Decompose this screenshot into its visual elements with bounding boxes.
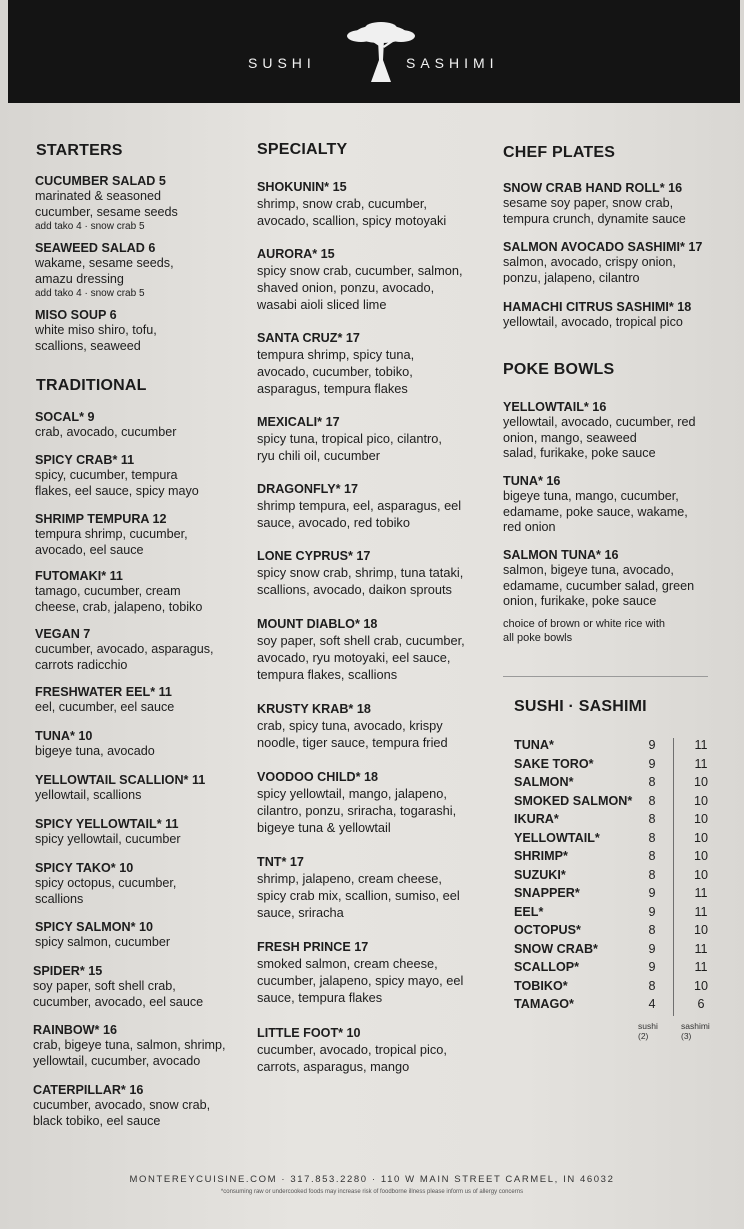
fish-name: SNOW CRAB* <box>514 941 598 956</box>
price-row <box>514 923 714 942</box>
menu-item: SNOW CRAB HAND ROLL* 16 sesame soy paper, snow crab, tempura crunch, dynamite sauce <box>503 181 686 226</box>
price-row <box>514 812 714 831</box>
sashimi-price: 10 <box>693 923 708 937</box>
menu-item: VEGAN 7 cucumber, avocado, asparagus, carrots radicchio <box>35 627 214 672</box>
menu-item: SOCAL* 9 crab, avocado, cucumber <box>35 410 177 439</box>
sashimi-price: 6 <box>697 997 705 1011</box>
section-title-chef-plates: CHEF PLATES <box>503 144 616 161</box>
sashimi-price: 11 <box>694 941 708 956</box>
price-row <box>514 849 714 868</box>
fish-name: OCTOPUS* <box>514 923 581 937</box>
fish-name: TUNA* <box>514 738 554 752</box>
sashimi-price: 10 <box>693 849 708 863</box>
menu-item: SHOKUNIN* 15 shrimp, snow crab, cucumber, avocado, scallion, spicy motoyaki <box>257 180 447 228</box>
price-row <box>514 775 714 794</box>
price-row <box>514 942 714 961</box>
price-row <box>514 831 714 850</box>
section-title-sushi-sashimi: SUSHI · SASHIMI <box>514 698 647 715</box>
sushi-price: 9 <box>648 941 656 956</box>
fish-name: IKURA* <box>514 812 559 826</box>
section-title-starters: STARTERS <box>36 142 123 159</box>
sashimi-price: 10 <box>693 830 708 845</box>
fish-name: SHRIMP* <box>514 849 568 863</box>
sushi-price: 9 <box>648 960 656 974</box>
sushi-price: 8 <box>648 867 656 882</box>
menu-item: SPICY YELLOWTAIL* 11 spicy yellowtail, cucumber <box>35 817 181 846</box>
price-column-divider <box>673 738 674 1016</box>
sashimi-price: 11 <box>694 886 708 900</box>
brand-sashimi: SASHIMI <box>406 55 499 71</box>
menu-item: LITTLE FOOT* 10 cucumber, avocado, tropical pico, carrots, asparagus, mango <box>257 1026 447 1074</box>
menu-item: YELLOWTAIL SCALLION* 11 yellowtail, scallions <box>35 773 206 802</box>
sashimi-price: 11 <box>694 904 708 919</box>
fish-name: SCALLOP* <box>514 960 580 974</box>
sashimi-price: 10 <box>693 793 708 808</box>
menu-item: HAMACHI CITRUS SASHIMI* 18 yellowtail, avocado, tropical pico <box>503 300 692 329</box>
sushi-price: 8 <box>648 830 656 845</box>
menu-item: CATERPILLAR* 16 cucumber, avocado, snow crab, black tobiko, eel sauce <box>33 1083 211 1128</box>
sushi-price: 9 <box>648 904 656 919</box>
menu-item: MOUNT DIABLO* 18 soy paper, soft shell crab, cucumber, avocado, ryu motoyaki, eel sauce, tempura flakes, scallions <box>257 617 465 682</box>
footer-contact: MONTEREYCUISINE.COM · 317.853.2280 · 110 W MAIN STREET CARMEL, IN 46032 <box>129 1174 615 1185</box>
menu-item: DRAGONFLY* 17 shrimp tempura, eel, asparagus, eel sauce, avocado, red tobiko <box>257 482 462 530</box>
menu-item: SHRIMP TEMPURA 12 tempura shrimp, cucumber, avocado, eel sauce <box>35 512 188 557</box>
menu-item: SALMON TUNA* 16 salmon, bigeye tuna, avocado, edamame, cucumber salad, green onion, furikake, poke sauce <box>503 548 695 608</box>
sashimi-price: 11 <box>694 960 708 974</box>
sashimi-price: 11 <box>694 738 708 752</box>
menu-item: FRESHWATER EEL* 11 eel, cucumber, eel sauce <box>35 685 175 714</box>
fish-name: EEL* <box>514 904 544 919</box>
menu-item: SALMON AVOCADO SASHIMI* 17 salmon, avocado, crispy onion, ponzu, jalapeno, cilantro <box>503 240 703 285</box>
sushi-price: 9 <box>648 756 656 771</box>
menu-item: SPICY CRAB* 11 spicy, cucumber, tempura flakes, eel sauce, spicy mayo <box>35 453 199 498</box>
menu-item: YELLOWTAIL* 16 yellowtail, avocado, cucumber, red onion, mango, seaweed salad, furikake, poke sauce <box>503 400 696 460</box>
sashimi-price: 10 <box>693 812 708 826</box>
menu-item: RAINBOW* 16 crab, bigeye tuna, salmon, shrimp, yellowtail, cucumber, avocado <box>33 1023 226 1068</box>
menu-item: TNT* 17 shrimp, jalapeno, cream cheese, spicy crab mix, scallion, sumiso, eel sauce, sriracha <box>257 855 460 920</box>
menu-item: MISO SOUP 6 white miso shiro, tofu, scallions, seaweed <box>35 308 157 353</box>
menu-item: CUCUMBER SALAD 5 marinated & seasoned cucumber, sesame seeds add tako 4 · snow crab 5 <box>35 174 178 232</box>
price-row <box>514 905 714 924</box>
menu-item: KRUSTY KRAB* 18 crab, spicy tuna, avocado, krispy noodle, tiger sauce, tempura fried <box>257 702 448 750</box>
section-title-specialty: SPECIALTY <box>257 141 348 158</box>
header-banner <box>8 0 740 103</box>
fish-name: TOBIKO* <box>514 978 568 993</box>
brand-sushi: SUSHI <box>248 55 316 71</box>
section-title-traditional: TRADITIONAL <box>36 377 147 394</box>
fish-name: YELLOWTAIL* <box>514 830 600 845</box>
sushi-price: 8 <box>648 849 656 863</box>
menu-item: AURORA* 15 spicy snow crab, cucumber, salmon, shaved onion, ponzu, avocado, wasabi aioli sliced lime <box>257 247 463 312</box>
menu-item: SPICY SALMON* 10 spicy salmon, cucumber <box>35 920 171 949</box>
sushi-price: 8 <box>648 812 656 826</box>
price-row <box>514 997 714 1016</box>
sashimi-price: 10 <box>693 978 708 993</box>
menu-item: SPIDER* 15 soy paper, soft shell crab, cucumber, avocado, eel sauce <box>33 964 204 1009</box>
menu-item: SANTA CRUZ* 17 tempura shrimp, spicy tuna, avocado, cucumber, tobiko, asparagus, tempura flakes <box>257 331 415 396</box>
fish-name: SAKE TORO* <box>514 756 594 771</box>
price-row <box>514 960 714 979</box>
fish-name: SMOKED SALMON* <box>514 793 633 808</box>
menu-item: LONE CYPRUS* 17 spicy snow crab, shrimp, tuna tataki, scallions, avocado, daikon sprouts <box>257 549 464 597</box>
menu-item: FUTOMAKI* 11 tamago, cucumber, cream cheese, crab, jalapeno, tobiko <box>35 569 203 614</box>
menu-item: SEAWEED SALAD 6 wakame, sesame seeds, amazu dressing add tako 4 · snow crab 5 <box>35 241 174 299</box>
sushi-price: 4 <box>648 997 656 1011</box>
fish-name: SALMON* <box>514 775 574 789</box>
poke-rice-note: choice of brown or white rice with all poke bowls <box>503 618 666 644</box>
fish-name: SUZUKI* <box>514 867 566 882</box>
sushi-price: 8 <box>648 793 656 808</box>
menu-item: SPICY TAKO* 10 spicy octopus, cucumber, scallions <box>35 861 177 906</box>
menu-item: MEXICALI* 17 spicy tuna, tropical pico, cilantro, ryu chili oil, cucumber <box>257 415 442 463</box>
menu-item: TUNA* 10 bigeye tuna, avocado <box>35 729 155 758</box>
sashimi-price: 11 <box>694 756 708 771</box>
menu-item: FRESH PRINCE 17 smoked salmon, cream cheese, cucumber, jalapeno, spicy mayo, eel sauce, tempura flakes <box>257 940 464 1005</box>
section-divider <box>503 676 708 677</box>
fish-name: SNAPPER* <box>514 886 580 900</box>
sushi-price: 9 <box>648 738 656 752</box>
sashimi-caption: sashimi (3) <box>681 1021 710 1041</box>
sushi-caption: sushi (2) <box>638 1021 658 1041</box>
section-title-poke-bowls: POKE BOWLS <box>503 361 615 378</box>
sashimi-price: 10 <box>693 775 708 789</box>
price-row <box>514 794 714 813</box>
price-row <box>514 886 714 905</box>
fish-name: TAMAGO* <box>514 997 574 1011</box>
price-row <box>514 979 714 998</box>
price-row <box>514 868 714 887</box>
price-row <box>514 738 714 757</box>
price-row <box>514 757 714 776</box>
menu-item: TUNA* 16 bigeye tuna, mango, cucumber, edamame, poke sauce, wakame, red onion <box>503 474 688 534</box>
sushi-price: 8 <box>648 978 656 993</box>
sashimi-price: 10 <box>693 867 708 882</box>
cypress-tree-icon <box>341 20 421 82</box>
menu-item: VOODOO CHILD* 18 spicy yellowtail, mango, jalapeno, cilantro, ponzu, sriracha, togarashi, bigeye tuna & yellowtail <box>257 770 457 835</box>
sushi-price: 9 <box>648 886 656 900</box>
footer-disclaimer: *consuming raw or undercooked foods may increase risk of foodborne illness please inform us of allergy concerns <box>220 1189 524 1195</box>
sushi-price: 8 <box>648 923 656 937</box>
sushi-price: 8 <box>648 775 656 789</box>
